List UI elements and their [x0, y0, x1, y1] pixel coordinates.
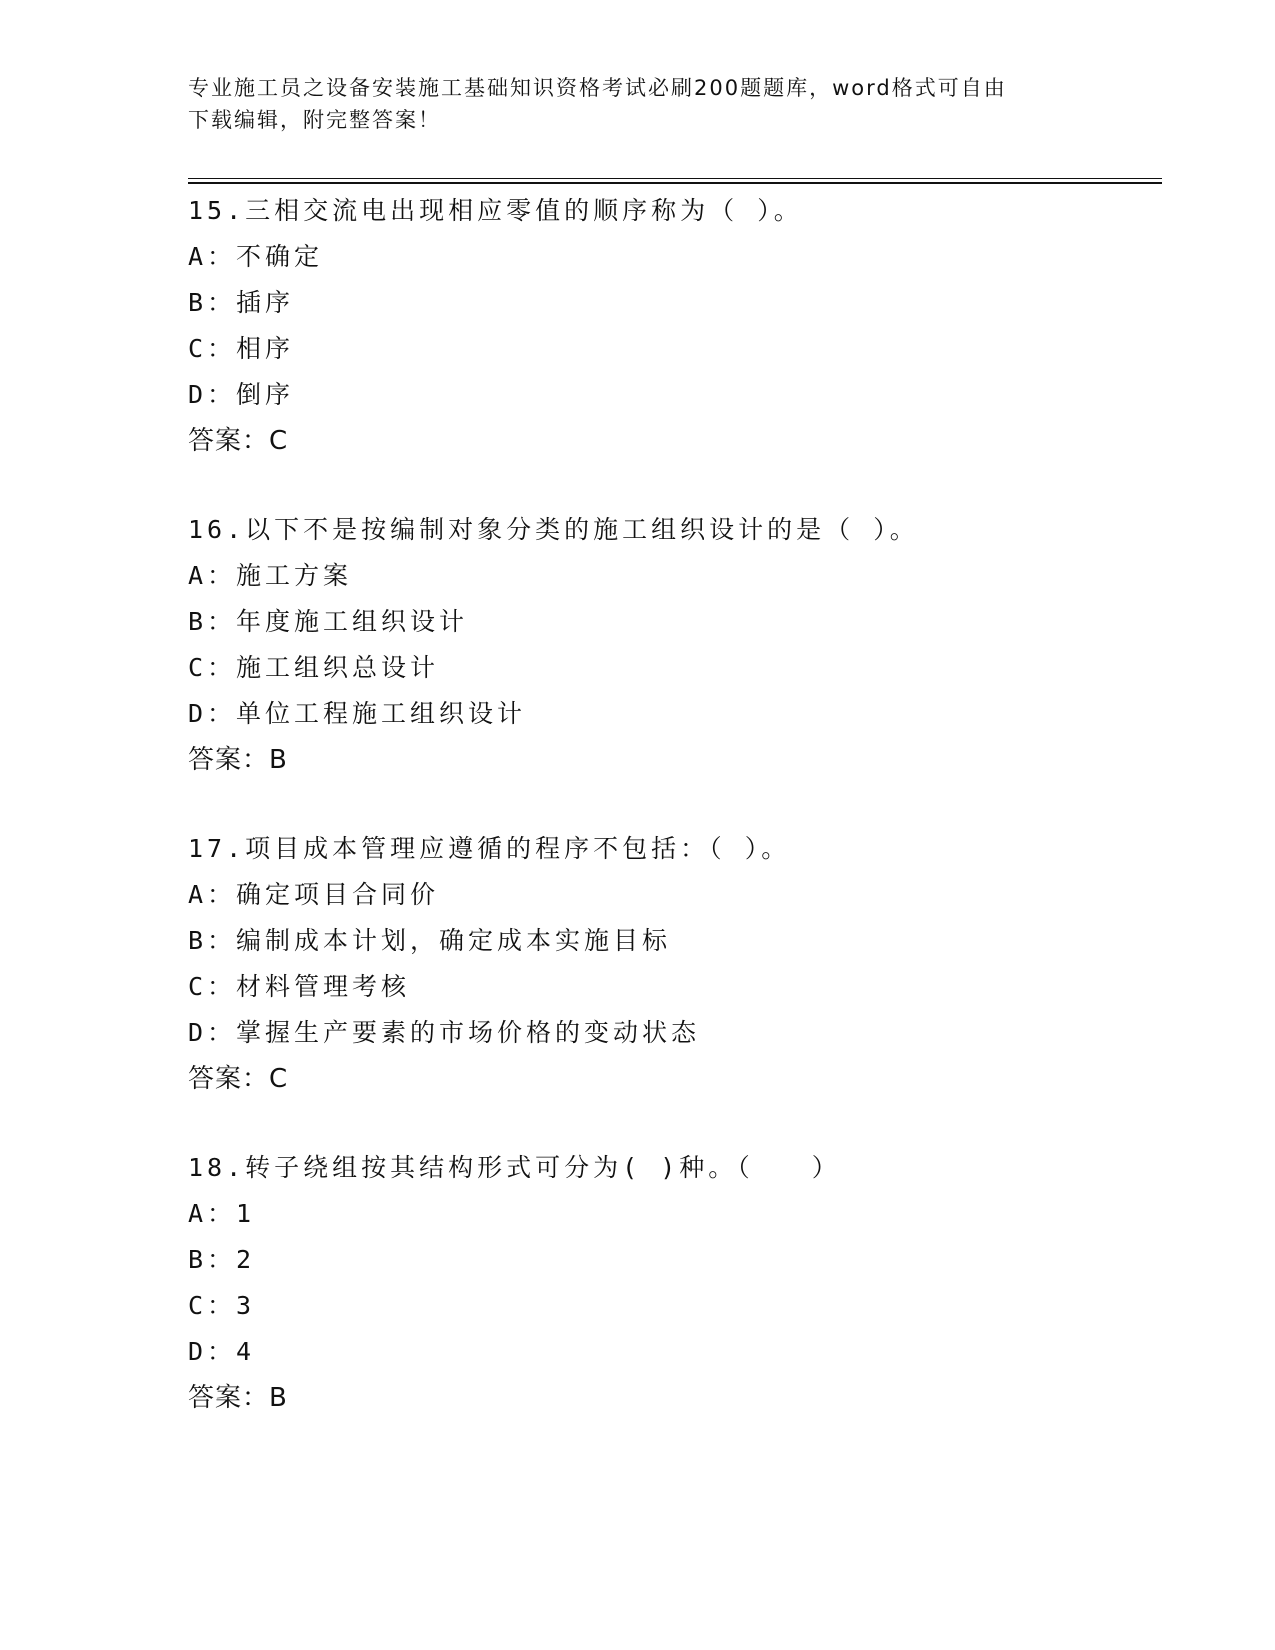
- header-divider-thin: [188, 178, 1162, 179]
- question-stem: 17.项目成本管理应遵循的程序不包括：（ ）。: [188, 834, 791, 863]
- option-a: A：不确定: [188, 242, 324, 271]
- option-d: D：单位工程施工组织设计: [188, 699, 527, 728]
- answer-line: 答案：B: [188, 1383, 288, 1413]
- answer-line: 答案：C: [188, 426, 289, 456]
- header-line-2: 下载编辑，附完整答案！: [188, 108, 441, 132]
- option-b: B：年度施工组织设计: [188, 607, 469, 636]
- question-stem: 16.以下不是按编制对象分类的施工组织设计的是（ ）。: [188, 515, 919, 544]
- option-c: C：3: [188, 1291, 256, 1320]
- question-16: [188, 507, 1148, 783]
- option-c: C：施工组织总设计: [188, 653, 440, 682]
- option-a: A：施工方案: [188, 561, 353, 590]
- option-a: A：确定项目合同价: [188, 880, 440, 909]
- option-c: C：相序: [188, 334, 295, 363]
- option-b: B：插序: [188, 288, 295, 317]
- question-17: [188, 826, 1148, 1102]
- option-b: B：2: [188, 1245, 256, 1274]
- option-a: A：1: [188, 1199, 256, 1228]
- question-15: [188, 188, 1148, 464]
- header-line-1: 专业施工员之设备安装施工基础知识资格考试必刷200题题库，word格式可自由: [188, 76, 1007, 100]
- answer-line: 答案：B: [188, 745, 288, 775]
- question-list: [188, 188, 1148, 1464]
- option-c: C：材料管理考核: [188, 972, 411, 1001]
- question-stem: 18.转子绕组按其结构形式可分为( )种。（ ）: [188, 1153, 841, 1182]
- answer-line: 答案：C: [188, 1064, 289, 1094]
- document-header: [188, 72, 1088, 136]
- question-18: [188, 1145, 1148, 1421]
- option-b: B：编制成本计划，确定成本实施目标: [188, 926, 672, 955]
- option-d: D：倒序: [188, 380, 295, 409]
- option-d: D：掌握生产要素的市场价格的变动状态: [188, 1018, 701, 1047]
- option-d: D：4: [188, 1337, 256, 1366]
- question-stem: 15.三相交流电出现相应零值的顺序称为（ ）。: [188, 196, 803, 225]
- header-divider-thick: [188, 182, 1162, 184]
